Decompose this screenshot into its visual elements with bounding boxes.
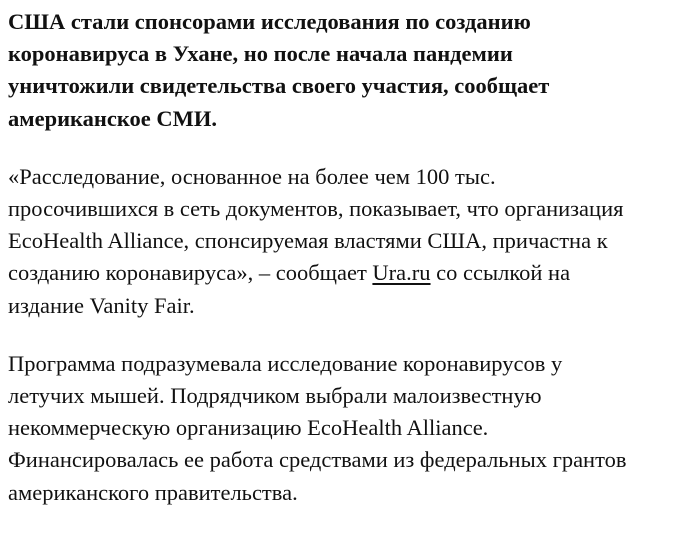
lead-line: США стали спонсорами исследования по созданию [8,9,531,34]
paragraph-line-with-link [8,257,696,289]
text-after-link: со ссылкой на [430,260,571,286]
paragraph-line: издание Vanity Fair. [8,292,195,318]
text-before-link: созданию коронавируса», – сообщает [8,260,373,286]
paragraph-line: EcoHealth Alliance, спонсируемая властями США, причастна к [8,228,608,254]
paragraph-line: Финансировалась ее работа средствами из федеральных грантов [8,447,627,473]
lead-line: коронавируса в Ухане, но после начала пандемии [8,41,513,67]
paragraph-program [8,348,696,509]
paragraph-line: Программа подразумевала исследование коронавирусов у [8,350,563,376]
article-body [8,6,696,535]
paragraph-quote [8,161,696,322]
paragraph-line: летучих мышей. Подрядчиком выбрали малоизвестную [8,383,542,409]
paragraph-line: «Расследование, основанное на более чем 100 тыс. [8,163,496,189]
paragraph-line: просочившихся в сеть документов, показывает, что организация [8,196,624,222]
source-link[interactable]: Ura.ru [372,260,431,286]
article-lead [8,6,696,135]
lead-line: уничтожили свидетельства своего участия, сообщает [8,73,550,99]
paragraph-line: некоммерческую организацию EcoHealth Alliance. [8,415,489,441]
lead-line: американское СМИ. [8,105,218,131]
paragraph-line: американского правительства. [8,479,298,505]
